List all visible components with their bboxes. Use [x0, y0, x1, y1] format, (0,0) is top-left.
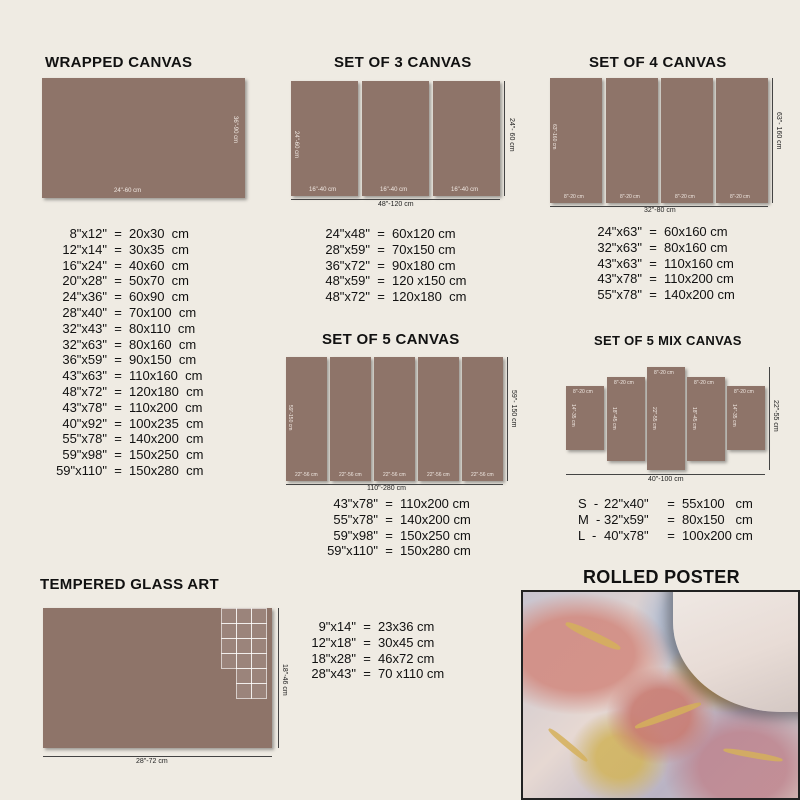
rolled-poster-image: [521, 590, 800, 800]
size-inches: 16"x24": [62, 257, 107, 273]
size-row: [55, 431, 219, 447]
size-inches: 24"x48": [325, 226, 370, 241]
size-equals: =: [114, 352, 122, 368]
size-value: 40"x78": [604, 527, 649, 543]
size-inches: 18"x28": [311, 650, 356, 666]
size-equals: =: [114, 368, 122, 384]
size-row: [578, 512, 774, 528]
size-value: 60x160 cm: [664, 224, 728, 239]
size-value: 140x200 cm: [400, 511, 471, 527]
set5-panel-height-label: 59"-150 cm: [287, 405, 293, 431]
size-row: [578, 528, 774, 544]
size-value: 23x36 cm: [378, 619, 435, 634]
set3-panel-width-label: 16"-40 cm: [451, 187, 479, 193]
size-row: [318, 289, 488, 305]
size-value: 150x250 cm: [129, 447, 204, 463]
size-inches: 12"x14": [62, 241, 107, 257]
size-value: 100x235 cm: [129, 415, 204, 431]
size-equals: =: [649, 287, 657, 303]
glass-grid-cell: [251, 683, 267, 699]
size-row: [318, 528, 496, 544]
size-equals: =: [114, 399, 122, 415]
set3-height-rule: [504, 81, 505, 196]
set4-size-list: [590, 224, 754, 303]
set3-panel-2: [362, 81, 429, 196]
size-value: 70 x110 cm: [378, 666, 445, 682]
set3-panel-1: [291, 81, 358, 196]
size-value: 110x160 cm: [664, 255, 734, 271]
size-equals: =: [667, 496, 675, 511]
size-inches: 59"x110": [56, 462, 107, 478]
size-row: [55, 384, 219, 400]
glass-grid-cell: [251, 668, 267, 684]
size-inches: 48"x59": [325, 273, 370, 289]
size-inches: 59"x98": [333, 527, 378, 543]
size-equals: =: [363, 619, 371, 634]
size-inches: 24"x36": [62, 289, 107, 305]
size-equals: =: [649, 224, 657, 239]
size-value: 110x200 cm: [129, 399, 203, 415]
size-row: [55, 416, 219, 432]
size-inches: 43"x63": [62, 368, 107, 384]
size-value: 150x280 cm: [129, 462, 204, 478]
glass-grid-cell: [236, 668, 252, 684]
size-value: 120x180 cm: [392, 289, 467, 305]
size-value: 110x160 cm: [129, 368, 203, 384]
set5-panel-width-label: 22"-56 cm: [471, 472, 494, 478]
set5-panel-3: [374, 357, 415, 481]
mix5-title: SET OF 5 MIX CANVAS: [594, 333, 742, 348]
glass-grid-cell: [236, 653, 252, 669]
glass-grid-cell: [221, 623, 237, 639]
mix5-panel-3-width-label: 8"-20 cm: [654, 370, 674, 376]
set4-panel-4: [716, 78, 768, 203]
size-value: 150x280 cm: [400, 543, 471, 559]
size-row: [55, 447, 219, 463]
size-value: S -: [578, 496, 599, 511]
set5-panel-width-label: 22"-56 cm: [339, 472, 362, 478]
size-row: [318, 496, 496, 512]
size-inches: 48"x72": [325, 289, 370, 305]
set4-panel-2: [606, 78, 658, 203]
size-value: 120 x150 cm: [392, 273, 467, 289]
size-inches: 55"x78": [333, 511, 378, 527]
size-row: [55, 226, 219, 242]
size-inches: 36"x72": [325, 257, 370, 273]
size-inches: 55"x78": [62, 431, 107, 447]
size-value: 80x160 cm: [129, 336, 197, 352]
marble-vein: [564, 620, 622, 653]
wrapped-canvas-panel: [42, 78, 245, 198]
size-value: 110x200 cm: [664, 271, 734, 287]
size-value: 30x35 cm: [129, 241, 189, 257]
mix5-total-height-label: 22"-55 cm: [772, 400, 779, 432]
size-row: [578, 496, 774, 512]
size-equals: =: [377, 273, 385, 289]
size-equals: =: [114, 462, 122, 478]
size-inches: 43"x78": [333, 496, 378, 511]
size-inches: 12"x18": [311, 634, 356, 650]
size-equals: =: [377, 226, 385, 241]
set4-panel-width-label: 8"-20 cm: [564, 194, 584, 200]
size-row: [318, 273, 488, 289]
size-inches: 43"x78": [62, 399, 107, 415]
set4-total-height-label: 63"- 160 cm: [775, 112, 782, 150]
size-row: [318, 258, 488, 274]
set5-size-list: [318, 496, 496, 559]
size-value: 22"x40": [604, 496, 649, 511]
size-value: 70x150 cm: [392, 241, 456, 257]
glass-grid-cell: [251, 653, 267, 669]
mix5-panel-1: [566, 386, 604, 450]
glass-grid-cell: [236, 638, 252, 654]
size-row: [55, 258, 219, 274]
mix5-panel-3-height-label: 22"-55 cm: [651, 407, 657, 430]
mix5-height-rule: [769, 367, 770, 470]
size-inches: 32"x43": [62, 320, 107, 336]
size-value: 80x110 cm: [129, 320, 196, 336]
size-row: [300, 650, 468, 666]
set4-panel-height-label: 63"-160 cm: [551, 124, 557, 150]
wrapped-height-label: 36"-90 cm: [232, 116, 238, 144]
mix5-panel-5: [727, 386, 765, 450]
size-equals: =: [385, 496, 393, 511]
size-value: 55x100 cm: [682, 496, 753, 511]
size-inches: 32"x63": [597, 239, 642, 255]
size-equals: =: [363, 634, 371, 650]
size-value: 60x90 cm: [129, 289, 189, 305]
set4-panel-width-label: 8"-20 cm: [675, 194, 695, 200]
size-inches: 8"x12": [69, 226, 107, 241]
size-row: [590, 240, 754, 256]
glass-size-list: [300, 618, 468, 681]
size-equals: =: [363, 650, 371, 666]
size-equals: =: [114, 431, 122, 447]
size-inches: 43"x63": [597, 255, 642, 271]
glass-grid-cell: [251, 608, 267, 624]
mix5-total-width-label: 40"-100 cm: [648, 476, 684, 483]
size-inches: 32"x63": [62, 336, 107, 352]
set3-panel-height-label: 24"-60 cm: [293, 131, 299, 159]
set5-panel-2: [330, 357, 371, 481]
set3-total-height-label: 24"- 60 cm: [508, 118, 515, 152]
size-equals: =: [114, 241, 122, 257]
size-equals: =: [377, 289, 385, 305]
glass-title: TEMPERED GLASS ART: [40, 576, 220, 593]
size-equals: =: [114, 304, 122, 320]
size-row: [300, 634, 468, 650]
glass-grid-cell: [236, 623, 252, 639]
size-row: [318, 226, 488, 242]
size-row: [55, 242, 219, 258]
set4-panel-width-label: 8"-20 cm: [620, 194, 640, 200]
marble-vein: [723, 747, 783, 763]
size-inches: 43"x78": [597, 271, 642, 287]
size-equals: =: [114, 257, 122, 273]
set4-panel-width-label: 8"-20 cm: [730, 194, 750, 200]
size-inches: 40"x92": [62, 415, 107, 431]
size-inches: 28"x59": [325, 241, 370, 257]
size-inches: 55"x78": [597, 287, 642, 303]
size-value: 46x72 cm: [378, 650, 435, 666]
set3-panel-width-label: 16"-40 cm: [309, 187, 337, 193]
mix5-panel-4-height-label: 18"-45 cm: [691, 407, 697, 430]
set5-title: SET OF 5 CANVAS: [322, 331, 460, 348]
size-row: [55, 352, 219, 368]
size-inches: 24"x63": [597, 224, 642, 239]
size-value: 120x180 cm: [129, 383, 204, 399]
set5-panel-1: [286, 357, 327, 481]
mix5-panel-2-height-label: 18"-45 cm: [611, 407, 617, 430]
size-value: 140x200 cm: [664, 287, 735, 303]
size-row: [300, 665, 468, 681]
mix5-panel-4: [687, 377, 725, 461]
size-row: [55, 400, 219, 416]
size-value: 90x180 cm: [392, 257, 456, 273]
glass-grid-cell: [251, 638, 267, 654]
set5-panel-width-label: 22"-56 cm: [383, 472, 406, 478]
size-inches: 59"x98": [62, 447, 107, 463]
glass-height-label: 18"-46 cm: [281, 664, 288, 696]
mix5-panel-5-height-label: 14"-35 cm: [731, 404, 737, 427]
set3-panel-width-label: 16"-40 cm: [380, 187, 408, 193]
size-equals: =: [114, 273, 122, 289]
glass-panel: [43, 608, 272, 748]
glass-grid-cell: [221, 608, 237, 624]
size-row: [590, 256, 754, 272]
set4-height-rule: [772, 78, 773, 203]
size-value: 40x60 cm: [129, 257, 189, 273]
set4-title: SET OF 4 CANVAS: [589, 54, 727, 71]
set3-title: SET OF 3 CANVAS: [334, 54, 472, 71]
glass-grid-cell: [251, 623, 267, 639]
set5-panel-width-label: 22"-56 cm: [295, 472, 318, 478]
size-row: [318, 543, 496, 559]
size-equals: =: [649, 255, 657, 271]
mix5-panel-3: [647, 367, 685, 470]
size-row: [590, 224, 754, 240]
size-row: [55, 463, 219, 479]
size-equals: =: [114, 289, 122, 305]
size-value: L -: [578, 527, 597, 543]
size-equals: =: [667, 527, 675, 543]
set5-total-height-label: 59"- 150 cm: [510, 390, 517, 428]
wrapped-width-label: 24"-60 cm: [114, 188, 142, 194]
glass-grid-cell: [221, 653, 237, 669]
size-equals: =: [649, 239, 657, 255]
size-equals: =: [114, 226, 122, 241]
size-inches: 36"x59": [62, 352, 107, 368]
set3-panel-3: [433, 81, 500, 196]
size-equals: =: [649, 271, 657, 287]
glass-width-label: 28"-72 cm: [136, 758, 168, 765]
size-value: 20x30 cm: [129, 226, 189, 241]
set5-panel-width-label: 22"-56 cm: [427, 472, 450, 478]
wrapped-size-list: [55, 226, 219, 479]
size-equals: =: [114, 383, 122, 399]
size-equals: =: [377, 257, 385, 273]
mix5-panel-5-width-label: 8"-20 cm: [734, 389, 754, 395]
size-value: 80x150 cm: [682, 511, 753, 527]
set3-total-width-label: 48"-120 cm: [378, 201, 414, 208]
size-value: 60x120 cm: [392, 226, 456, 241]
size-row: [55, 368, 219, 384]
glass-grid-cell: [236, 683, 252, 699]
size-row: [55, 273, 219, 289]
glass-height-rule: [278, 608, 279, 748]
set4-panel-3: [661, 78, 713, 203]
mix5-width-rule: [566, 474, 765, 475]
size-equals: =: [363, 666, 371, 682]
size-equals: =: [114, 320, 122, 336]
mix5-panel-2-width-label: 8"-20 cm: [614, 380, 634, 386]
glass-width-rule: [43, 756, 272, 757]
size-row: [55, 337, 219, 353]
size-equals: =: [385, 543, 393, 559]
size-inches: 48"x72": [62, 383, 107, 399]
mix5-panel-4-width-label: 8"-20 cm: [694, 380, 714, 386]
set4-total-width-label: 32"-80 cm: [644, 207, 676, 214]
size-equals: =: [114, 447, 122, 463]
set4-panel-1: [550, 78, 602, 203]
size-row: [55, 321, 219, 337]
size-inches: 28"x40": [62, 304, 107, 320]
size-value: 30x45 cm: [378, 634, 435, 650]
size-inches: 9"x14": [318, 619, 356, 634]
size-value: 32"x59": [604, 511, 649, 527]
size-row: [318, 512, 496, 528]
size-row: [300, 618, 468, 634]
size-value: 80x160 cm: [664, 239, 728, 255]
size-row: [55, 305, 219, 321]
size-inches: 28"x43": [311, 666, 356, 682]
size-value: 140x200 cm: [129, 431, 204, 447]
set5-total-width-label: 110"-280 cm: [367, 485, 406, 492]
size-row: [590, 287, 754, 303]
set3-size-list: [318, 226, 488, 305]
size-equals: =: [377, 241, 385, 257]
mix5-panel-2: [607, 377, 645, 461]
poster-curl: [673, 590, 800, 712]
size-equals: =: [385, 511, 393, 527]
glass-grid-cell: [236, 608, 252, 624]
size-row: [318, 242, 488, 258]
set5-panel-4: [418, 357, 459, 481]
size-value: 90x150 cm: [129, 352, 197, 368]
size-equals: =: [667, 511, 675, 527]
size-value: M -: [578, 511, 601, 527]
poster-title: ROLLED POSTER: [583, 567, 740, 587]
size-row: [590, 271, 754, 287]
size-equals: =: [114, 336, 122, 352]
size-value: 150x250 cm: [400, 527, 471, 543]
size-value: 110x200 cm: [400, 496, 470, 511]
set3-width-rule: [291, 199, 500, 200]
size-inches: 59"x110": [327, 543, 378, 559]
size-value: 50x70 cm: [129, 273, 189, 289]
size-value: 100x200 cm: [682, 527, 753, 543]
size-inches: 20"x28": [62, 273, 107, 289]
size-equals: =: [114, 415, 122, 431]
marble-vein: [634, 700, 702, 731]
set5-panel-5: [462, 357, 503, 481]
set5-height-rule: [507, 357, 508, 481]
marble-vein: [547, 727, 589, 764]
size-equals: =: [385, 527, 393, 543]
mix5-size-list: [578, 496, 774, 543]
mix5-panel-1-height-label: 14"-35 cm: [570, 404, 576, 427]
size-row: [55, 289, 219, 305]
glass-grid-cell: [221, 638, 237, 654]
wrapped-canvas-title: WRAPPED CANVAS: [45, 54, 193, 71]
size-value: 70x100 cm: [129, 304, 197, 320]
mix5-panel-1-width-label: 8"-20 cm: [573, 389, 593, 395]
